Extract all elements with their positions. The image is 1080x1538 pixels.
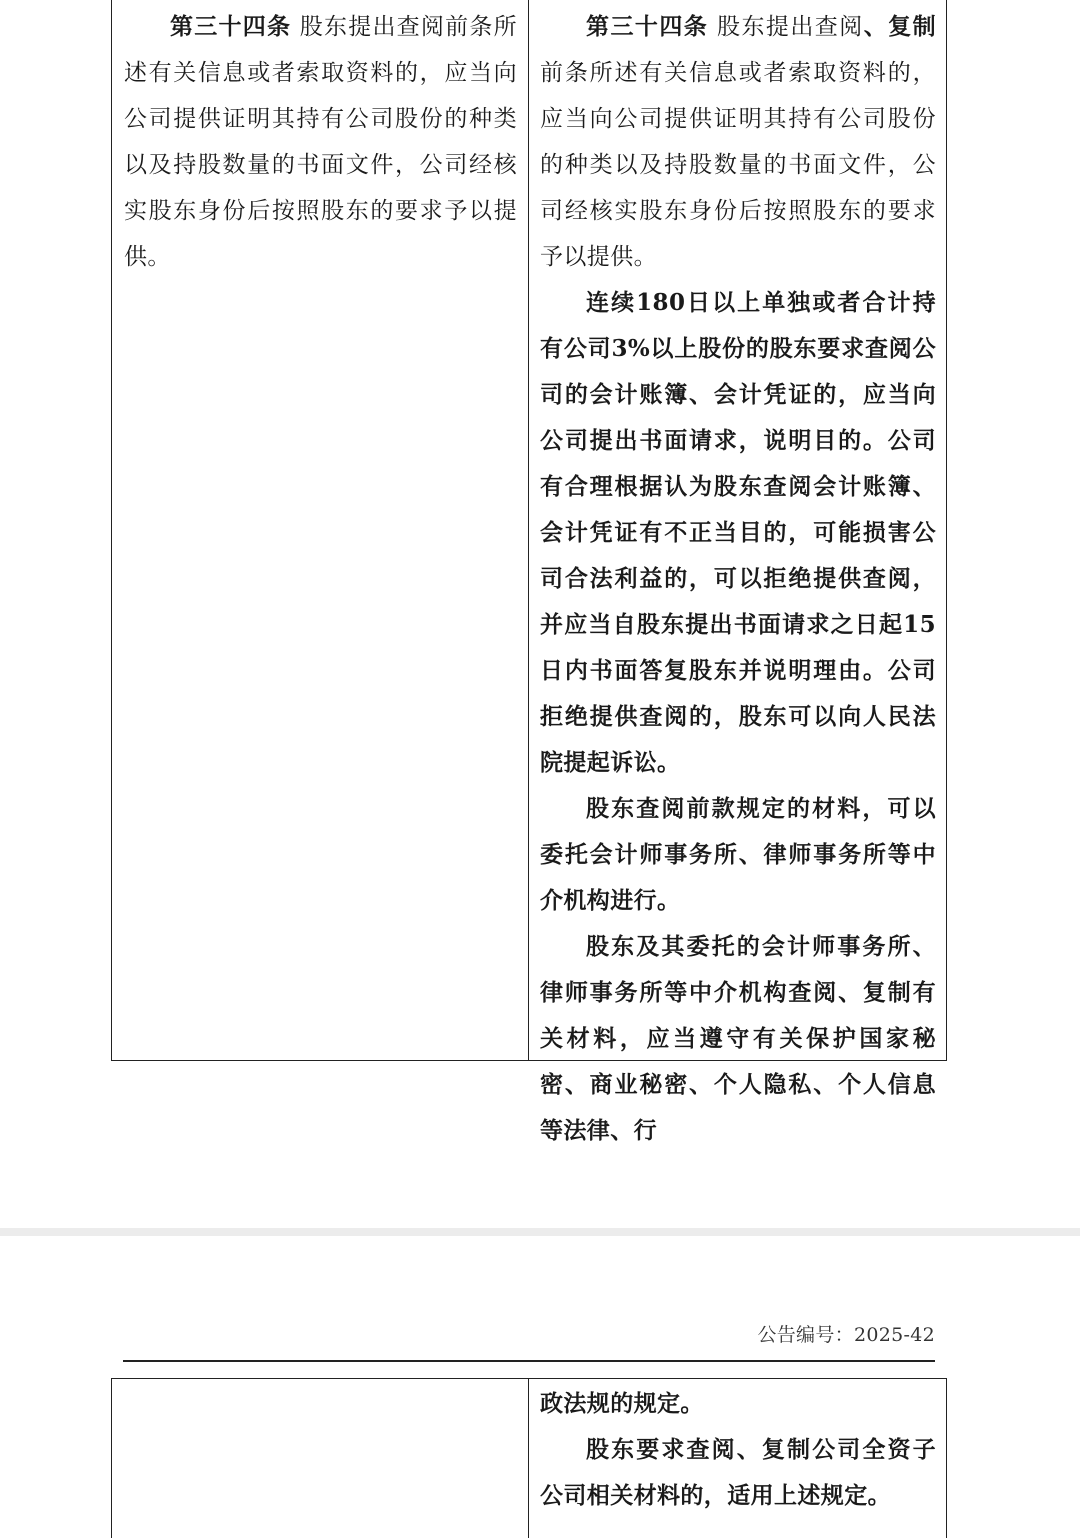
original-article-34: [124, 4, 517, 280]
revised-paragraph-3: 股东查阅前款规定的材料，可以委托会计师事务所、律师事务所等中介机构进行。: [540, 795, 936, 914]
announcement-number: 公告编号：2025-42: [757, 1324, 935, 1346]
revised-paragraph-5: 股东要求查阅、复制公司全资子公司相关材料的，适用上述规定。: [540, 1436, 936, 1509]
article-text: 股东提出查阅: [708, 14, 864, 40]
header-rule: [123, 1360, 935, 1362]
article-number: 第三十四条: [170, 13, 292, 40]
document-page-2: [0, 1236, 1080, 1516]
revised-text-cell: [540, 1381, 936, 1519]
revised-paragraph-4: 股东及其委托的会计师事务所、律师事务所等中介机构查阅、复制有关材料，应当遵守有关保护国家秘密、商业秘密、个人隐私、个人信息等法律、行: [540, 933, 936, 1144]
inserted-text: 、复制: [863, 13, 936, 40]
comparison-table: [111, 1378, 947, 1538]
article-text: 前条所述有关信息或者索取资料的，应当向公司提供证明其持有公司股份的种类以及持股数量的书面文件，公司经核实股东身份后按照股东的要求予以提供。: [540, 60, 936, 270]
column-divider: [528, 0, 529, 1060]
revised-paragraph-continued: 政法规的规定。: [540, 1390, 704, 1417]
comparison-table-continued: [111, 0, 947, 1144]
column-divider: [528, 1379, 529, 1538]
article-text: 股东提出查阅前条所述有关信息或者索取资料的，应当向公司提供证明其持有公司股份的种类以及持股数量的书面文件，公司经核实股东身份后按照股东的要求予以提供。: [124, 14, 518, 270]
page-separator: [0, 1228, 1080, 1236]
article-number: 第三十四条: [586, 13, 709, 40]
revised-paragraph-2: 连续180日以上单独或者合计持有公司3%以上股份的股东要求查阅公司的会计账簿、会计凭证的，应当向公司提出书面请求，说明目的。公司有合理根据认为股东查阅会计账簿、会计凭证有不正当目的，可能损害公司合法利益的，可以拒绝提供查阅，并应当自股东提出书面请求之日起15日内书面答复股东并说明理由。公司拒绝提供查阅的，股东可以向人民法院提起诉讼。: [540, 289, 936, 776]
original-text-cell: [124, 4, 517, 280]
revised-text-cell: [540, 4, 936, 1154]
revised-article-34: [540, 4, 936, 280]
